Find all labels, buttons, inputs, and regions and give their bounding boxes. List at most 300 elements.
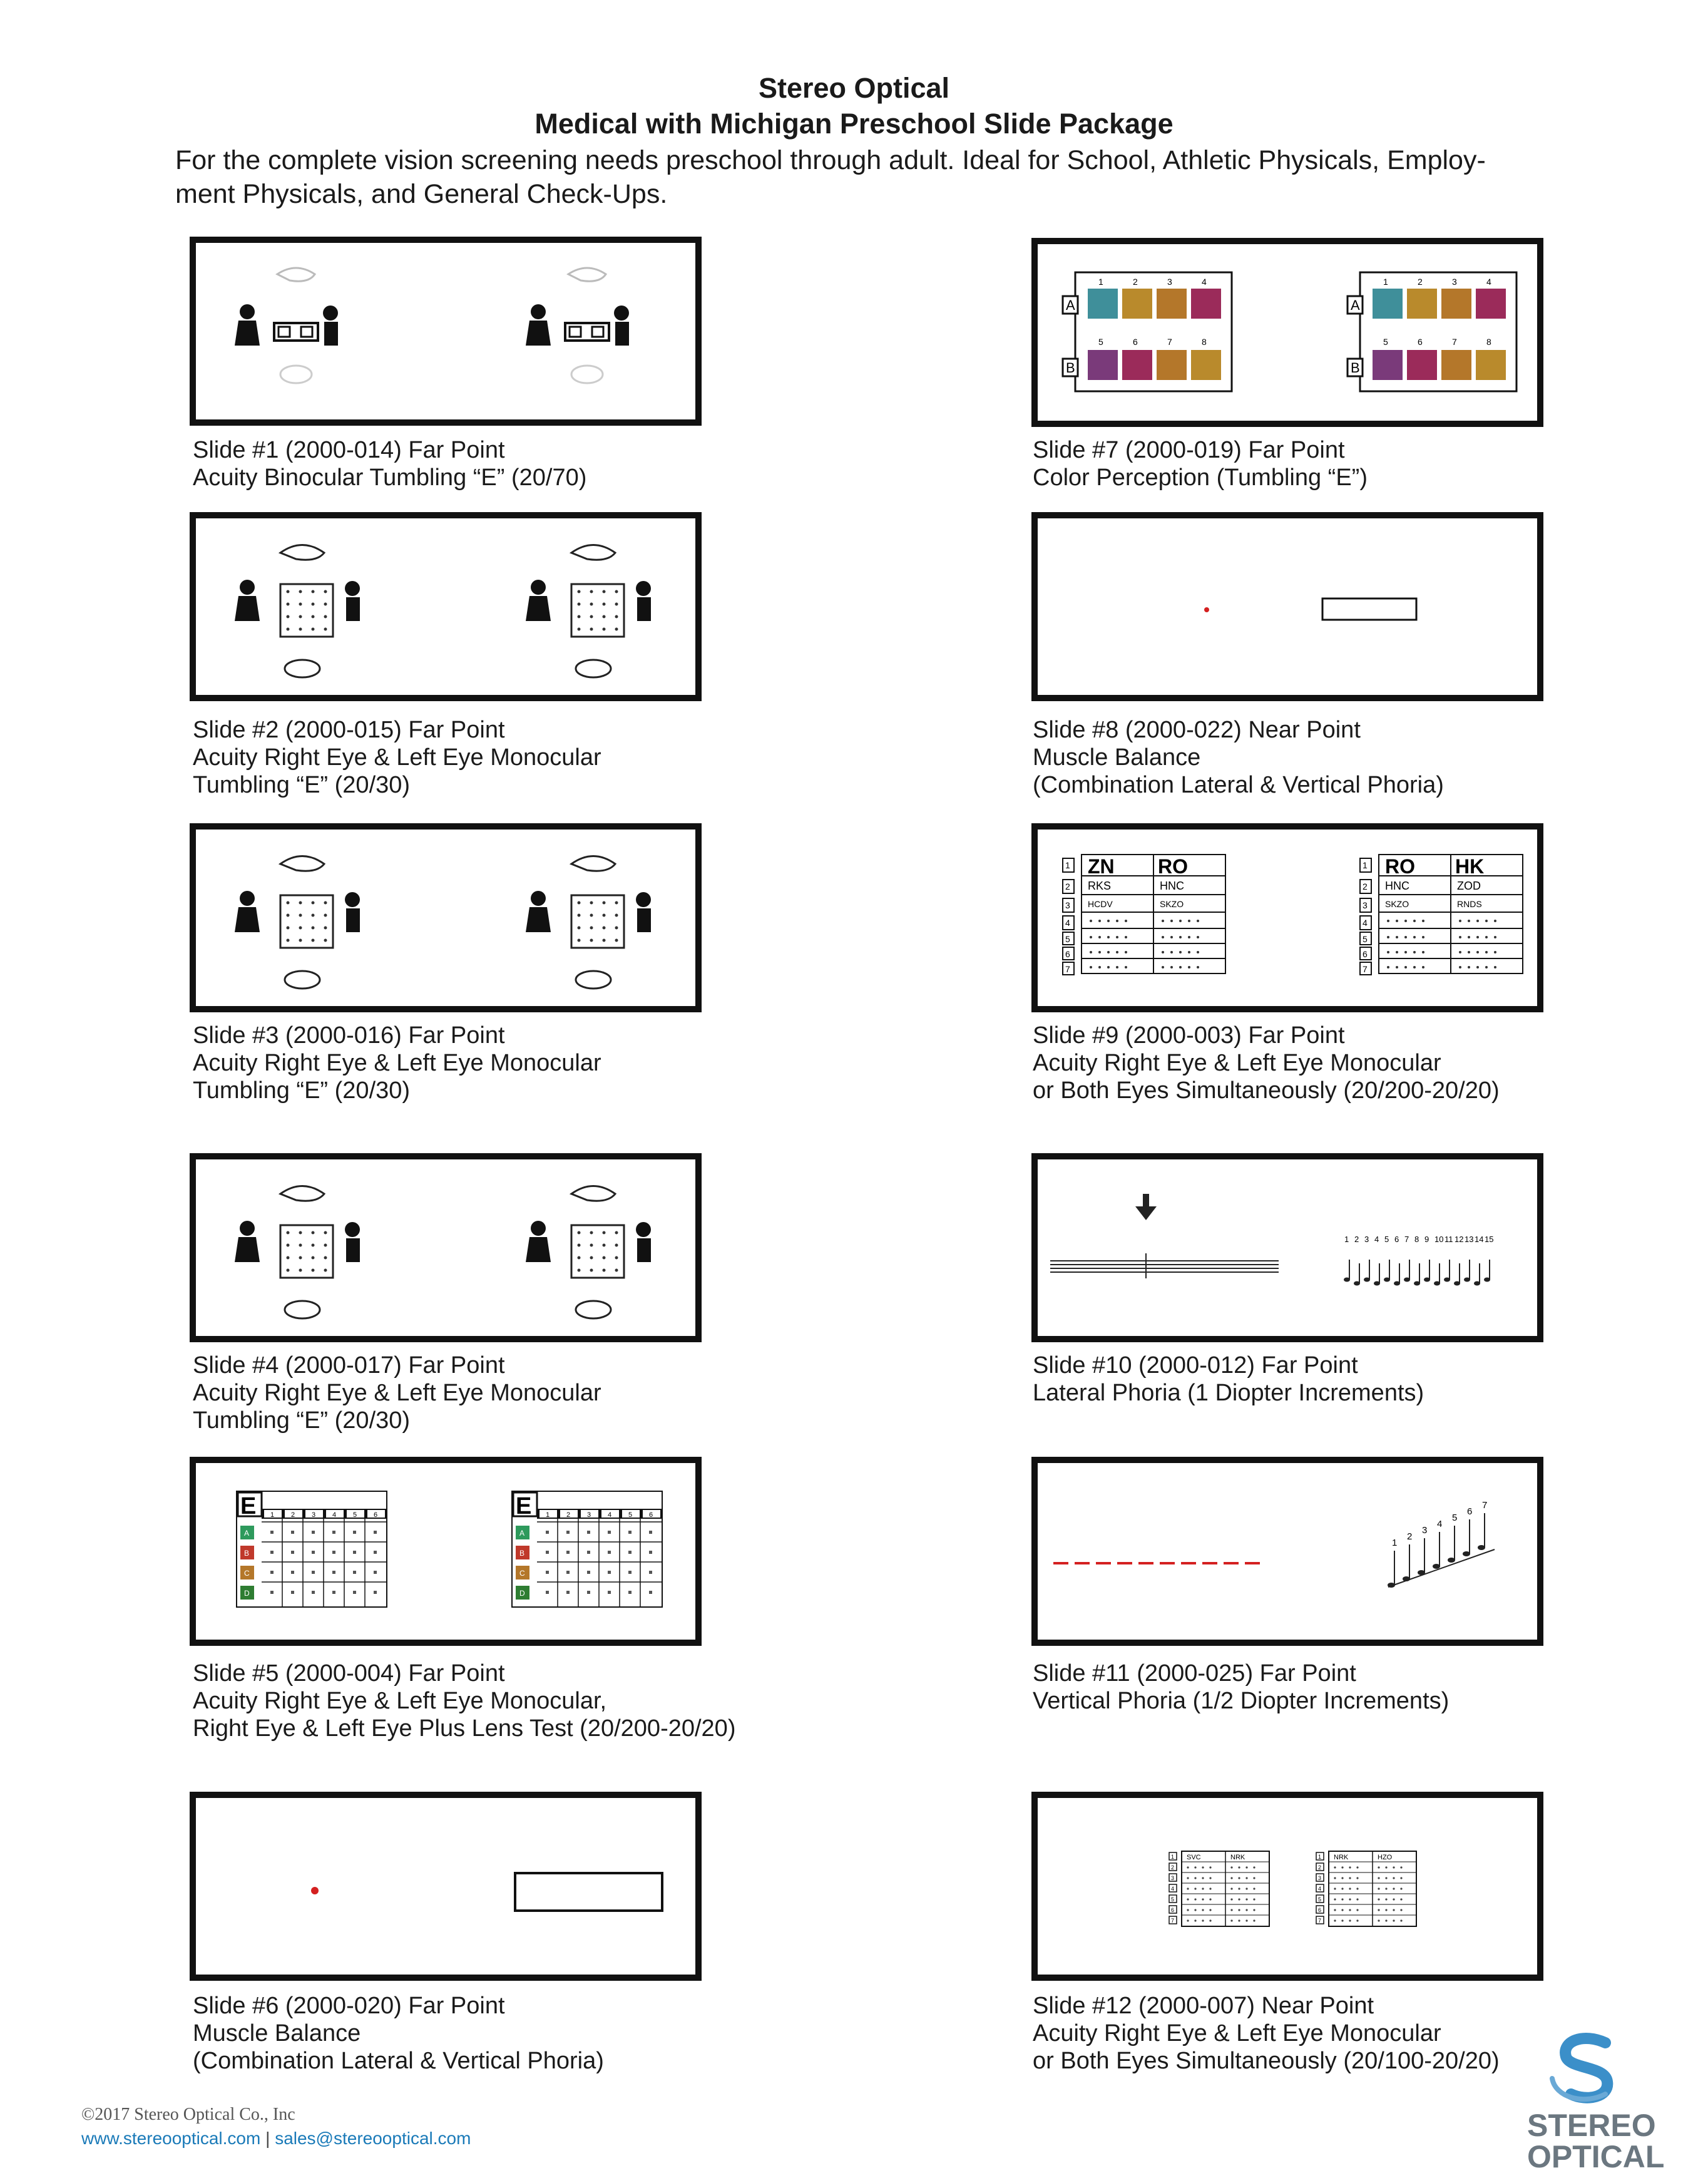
grid-dot [615,914,618,917]
small-letter-dot [1187,1877,1189,1879]
child-right-figure [636,1222,651,1237]
small-letter-dot [1194,1888,1196,1889]
grid-dot [312,603,315,606]
letter-acuity-charts [1038,830,1537,1006]
chart-letters: HZO [1378,1854,1393,1861]
small-letter-dot [1413,951,1416,953]
row-number: 4 [1318,1886,1322,1892]
scale-number: 5 [1384,1235,1389,1244]
column-number: 2 [1133,277,1138,287]
child-left-body [235,596,260,621]
scale-number: 14 [1475,1235,1484,1244]
small-letter-dot [1188,936,1190,938]
note-head [1478,1545,1485,1550]
small-letter-dot [1393,1888,1394,1889]
small-e-mark [628,1551,632,1554]
children-with-dot-grid [526,856,651,989]
grid-dot [324,590,327,593]
email-link[interactable]: sales@stereooptical.com [275,2129,471,2148]
small-letter-dot [1494,966,1496,968]
grid-dot [324,615,327,619]
small-letter-dot [1356,1877,1358,1879]
color-plate [1441,289,1471,319]
small-letter-dot [1230,1888,1232,1889]
small-e-mark [608,1591,611,1594]
chart-letters: HK [1455,855,1485,878]
rabbit-outline [285,971,320,989]
row-label: A [1351,297,1360,313]
child-left-figure [531,1221,546,1236]
small-letter-dot [1202,1888,1204,1889]
column-number: 3 [1167,277,1172,287]
grid-dot [312,1269,315,1272]
small-e-mark [332,1591,335,1594]
row-label: A [1066,297,1075,313]
small-letter-dot [1230,1909,1232,1911]
rabbit-outline [285,660,320,677]
small-letter-dot [1116,966,1118,968]
small-letter-dot [1400,1877,1402,1879]
note-head [1463,1551,1470,1556]
grid-dot [287,603,290,606]
small-letter-dot [1356,1909,1358,1911]
column-number: 4 [1202,277,1207,287]
caption-line: Acuity Binocular Tumbling “E” (20/70) [193,465,587,491]
small-letter-dot [1385,1866,1387,1868]
small-letter-dot [1197,936,1199,938]
small-e-mark [270,1591,274,1594]
small-e-mark [291,1551,294,1554]
slide-3-image [190,823,702,1012]
small-letter-dot [1404,920,1407,922]
chart-letters: RKS [1088,880,1112,892]
small-letter-dot [1238,1909,1240,1911]
small-letter-dot [1197,951,1199,953]
near-acuity-chart [1169,1851,1269,1926]
grid-dot [603,901,606,905]
bird-outline [571,545,615,560]
small-e-mark [353,1551,356,1554]
small-letter-dot [1202,1909,1204,1911]
grid-dot [299,1231,302,1235]
color-perception-plates [1038,244,1537,421]
column-number: 2 [1418,277,1423,287]
row-number: 3 [1171,1875,1175,1881]
column-number: 5 [353,1511,357,1519]
grid-dot [312,1244,315,1247]
near-acuity-charts [1038,1798,1537,1975]
caption-line: Tumbling “E” (20/30) [193,772,411,798]
small-letter-dot [1238,1888,1240,1889]
child-right-body [346,908,360,932]
small-letter-dot [1494,951,1496,953]
row-number: 3 [1363,900,1368,910]
column-number: 4 [608,1511,612,1519]
small-letter-dot [1385,1877,1387,1879]
grid-dot [324,914,327,917]
row-number: 1 [1363,860,1368,870]
caption-line: (Combination Lateral & Vertical Phoria) [1033,772,1444,798]
small-letter-dot [1385,1909,1387,1911]
small-e-mark [312,1571,315,1574]
grid-dot [299,1244,302,1247]
grid-dot [324,1244,327,1247]
color-plate [1157,289,1187,319]
small-letter-dot [1125,920,1127,922]
small-e-mark [587,1571,590,1574]
small-letter-dot [1341,1877,1343,1879]
note-head [1394,1282,1400,1286]
note-head [1414,1282,1420,1286]
small-letter-dot [1209,1866,1211,1868]
small-letter-dot [1245,1909,1247,1911]
slide-2-image [190,512,702,701]
slide-8-caption [1033,716,1444,799]
slide-4-caption [193,1352,601,1434]
small-letter-dot [1396,920,1398,922]
caption-line: Color Perception (Tumbling “E”) [1033,465,1368,491]
child-left-figure [240,1221,255,1236]
small-letter-dot [1422,920,1424,922]
small-letter-dot [1387,936,1389,938]
child-right-figure [636,892,651,907]
color-plate [1122,289,1152,319]
small-letter-dot [1170,936,1173,938]
grid-dot [299,590,302,593]
small-letter-dot [1179,951,1182,953]
small-letter-dot [1197,966,1199,968]
row-number: 7 [1171,1918,1175,1924]
logo-line-1: STEREO [1527,2108,1656,2143]
tumbling-e-grid-figures [196,518,695,695]
chart-letters: SKZO [1385,899,1409,909]
small-letter-dot [1202,1898,1204,1900]
small-letter-dot [1334,1866,1336,1868]
chart-letters: RO [1385,855,1415,878]
column-number: 4 [332,1511,337,1519]
small-e-mark [374,1571,377,1574]
small-letter-dot [1485,966,1488,968]
slide-4-image [190,1153,702,1342]
grid-dot [299,615,302,619]
slide-1-caption [193,436,586,491]
row-number: 7 [1363,964,1368,974]
child-left-figure [531,580,546,595]
grid-dot [615,1231,618,1235]
logo-line-2: OPTICAL [1527,2139,1665,2174]
rabbit-outline [576,971,611,989]
small-letter-dot [1378,1877,1379,1879]
child-left-body [235,1237,260,1262]
small-letter-dot [1476,966,1479,968]
small-letter-dot [1356,1866,1358,1868]
small-letter-dot [1253,1909,1255,1911]
column-number: 5 [1383,337,1388,347]
note-head [1344,1278,1350,1282]
child-right-body [637,1238,651,1262]
column-number: 2 [566,1511,571,1519]
grid-dot [590,590,593,593]
row-letter: C [519,1569,525,1578]
small-e-mark [312,1591,315,1594]
grid-dot [299,628,302,631]
small-letter-dot [1253,1919,1255,1921]
small-letter-dot [1209,1877,1211,1879]
small-letter-dot [1253,1866,1255,1868]
small-e-mark [332,1551,335,1554]
small-e-mark [353,1531,356,1534]
intro-line-2: ment Physicals, and General Check-Ups. [175,179,668,209]
row-number: 2 [1065,881,1070,891]
note-head [1433,1564,1440,1569]
column-number: 3 [312,1511,316,1519]
note-head [1484,1278,1490,1282]
small-letter-dot [1187,1909,1189,1911]
grid-dot [603,914,606,917]
grid-dot [312,927,315,930]
children-with-dot-grid [235,545,360,678]
small-letter-dot [1494,920,1496,922]
grid-dot [287,1231,290,1235]
note-head [1464,1278,1470,1282]
bird-outline [571,856,615,871]
down-arrow-icon [1135,1194,1157,1220]
separator: | [260,2129,275,2148]
scale-number: 12 [1455,1235,1464,1244]
rabbit-outline [576,1301,611,1318]
row-number: 6 [1363,949,1368,959]
small-e-mark [628,1571,632,1574]
row-number: 5 [1318,1896,1322,1903]
bird-outline [571,1186,615,1201]
contact-links [81,2129,471,2149]
grid-dot [590,615,593,619]
caption-line: (Combination Lateral & Vertical Phoria) [193,2048,604,2074]
small-letter-dot [1349,1888,1351,1889]
small-letter-dot [1356,1919,1358,1921]
small-letter-dot [1202,1877,1204,1879]
slide-10-caption [1033,1352,1424,1407]
small-e-mark [628,1591,632,1594]
caption-line: Acuity Right Eye & Left Eye Monocular [193,1050,601,1076]
copyright-text: ©2017 Stereo Optical Co., Inc [81,2105,295,2124]
small-letter-dot [1098,920,1101,922]
small-letter-dot [1170,951,1173,953]
child-right-figure [345,581,360,596]
grid-dot [287,927,290,930]
grid-dot [299,901,302,905]
website-link[interactable]: www.stereooptical.com [81,2129,261,2148]
small-letter-dot [1413,920,1416,922]
slide-12-caption [1033,1992,1500,2075]
small-letter-dot [1098,966,1101,968]
small-letter-dot [1349,1898,1351,1900]
grid-dot [578,603,581,606]
grid-dot [578,1269,581,1272]
small-letter-dot [1197,920,1199,922]
tumbling-e-grid-figures [196,830,695,1006]
stereo-optical-s-logo-icon [1527,2031,1652,2107]
scale-number: 2 [1354,1235,1359,1244]
caption-line: Slide #9 (2000-003) Far Point [1033,1022,1345,1049]
small-letter-dot [1400,1909,1402,1911]
big-e-letter: E [240,1493,257,1519]
column-number: 5 [1098,337,1103,347]
note-head [1448,1558,1455,1563]
small-letter-dot [1334,1888,1336,1889]
color-plate [1373,350,1403,380]
small-letter-dot [1245,1898,1247,1900]
scale-number: 6 [1467,1506,1473,1517]
caption-line: Slide #6 (2000-020) Far Point [193,1993,505,2019]
small-letter-dot [1162,936,1164,938]
small-e-mark [566,1591,570,1594]
grid-dot [312,939,315,942]
grid-dot [615,628,618,631]
chart-letters: HNC [1160,880,1184,892]
slide-7-image [1031,238,1543,427]
page-subtitle: Medical with Michigan Preschool Slide Package [534,108,1174,140]
grid-dot [324,1231,327,1235]
children-with-dot-grid [526,545,651,678]
small-letter-dot [1090,966,1092,968]
grid-dot [287,939,290,942]
row-letter: D [519,1589,525,1598]
child-left-figure [240,580,255,595]
small-e-mark [291,1531,294,1534]
children-with-dot-grid [235,856,360,989]
plus-lens-chart [512,1491,662,1607]
note-head [1404,1278,1410,1282]
row-number: 3 [1318,1875,1322,1881]
small-letter-dot [1404,936,1407,938]
small-letter-dot [1238,1866,1240,1868]
grid-dot [324,628,327,631]
color-plate [1476,289,1506,319]
slide-2-caption [193,716,601,799]
grid-dot [615,1256,618,1260]
small-letter-dot [1202,1919,1204,1921]
note-head [1354,1282,1360,1286]
scale-number: 7 [1482,1500,1488,1511]
column-number: 7 [1167,337,1172,347]
small-letter-dot [1107,951,1110,953]
small-e-mark [649,1571,652,1574]
small-letter-dot [1393,1919,1394,1921]
small-letter-dot [1378,1919,1379,1921]
small-letter-dot [1170,920,1173,922]
small-letter-dot [1476,920,1479,922]
grid-dot [615,1269,618,1272]
small-letter-dot [1179,920,1182,922]
small-letter-dot [1209,1909,1211,1911]
chart-letters: NRK [1230,1854,1245,1861]
grid-dot [324,603,327,606]
scale-number: 15 [1485,1235,1494,1244]
small-letter-dot [1245,1919,1247,1921]
scale-number: 4 [1374,1235,1379,1244]
small-letter-dot [1400,1888,1402,1889]
small-letter-dot [1194,1877,1196,1879]
grid-dot [603,1256,606,1260]
grid-dot [578,1231,581,1235]
grid-dot [287,914,290,917]
small-letter-dot [1396,951,1398,953]
grid-dot [287,628,290,631]
muscle-balance-target [196,1798,695,1975]
grid-dot [299,1256,302,1260]
grid-dot [603,628,606,631]
chart-letters: ZN [1088,855,1115,878]
column-number: 5 [628,1511,633,1519]
small-e-mark [587,1551,590,1554]
small-e-mark [566,1531,570,1534]
column-number: 3 [587,1511,591,1519]
small-letter-dot [1459,951,1461,953]
small-letter-dot [1468,936,1470,938]
color-plate [1088,289,1118,319]
chart-letters: NRK [1334,1854,1349,1861]
slide-7-caption [1033,436,1368,491]
row-number: 2 [1171,1864,1175,1871]
row-number: 5 [1363,934,1368,944]
small-e-mark [608,1531,611,1534]
scale-number: 5 [1452,1513,1458,1523]
caption-line: Slide #2 (2000-015) Far Point [193,717,505,743]
caption-line: Acuity Right Eye & Left Eye Monocular [193,744,601,771]
small-letter-dot [1356,1888,1358,1889]
small-letter-dot [1125,951,1127,953]
child-right-body [637,908,651,932]
grid-dot [299,939,302,942]
small-letter-dot [1090,920,1092,922]
small-letter-dot [1125,966,1127,968]
column-number: 6 [1133,337,1138,347]
chart-letters: SVC [1187,1854,1201,1861]
grid-dot [615,901,618,905]
small-letter-dot [1179,936,1182,938]
small-letter-dot [1468,966,1470,968]
small-letter-dot [1341,1919,1343,1921]
grid-dot [590,628,593,631]
scale-number: 4 [1437,1519,1443,1529]
small-letter-dot [1116,920,1118,922]
small-letter-dot [1209,1898,1211,1900]
grid-dot [299,927,302,930]
chart-letters: HCDV [1088,899,1113,909]
small-letter-dot [1188,951,1190,953]
small-letter-dot [1245,1866,1247,1868]
small-letter-dot [1194,1866,1196,1868]
small-letter-dot [1125,936,1127,938]
chart-letters: RNDS [1457,899,1482,909]
caption-line: Vertical Phoria (1/2 Diopter Increments) [1033,1688,1450,1714]
small-e-mark [332,1571,335,1574]
children-animals-group-left [235,268,338,383]
child-right-body [346,597,360,621]
note-head [1474,1282,1480,1286]
small-letter-dot [1393,1898,1394,1900]
row-label: B [1351,360,1360,376]
small-letter-dot [1413,936,1416,938]
children-with-dot-grid [235,1186,360,1319]
row-number: 4 [1363,918,1368,928]
grid-dot [312,628,315,631]
column-number: 1 [1383,277,1388,287]
row-number: 7 [1065,964,1070,974]
rabbit-outline [285,1301,320,1318]
grid-dot [590,1269,593,1272]
